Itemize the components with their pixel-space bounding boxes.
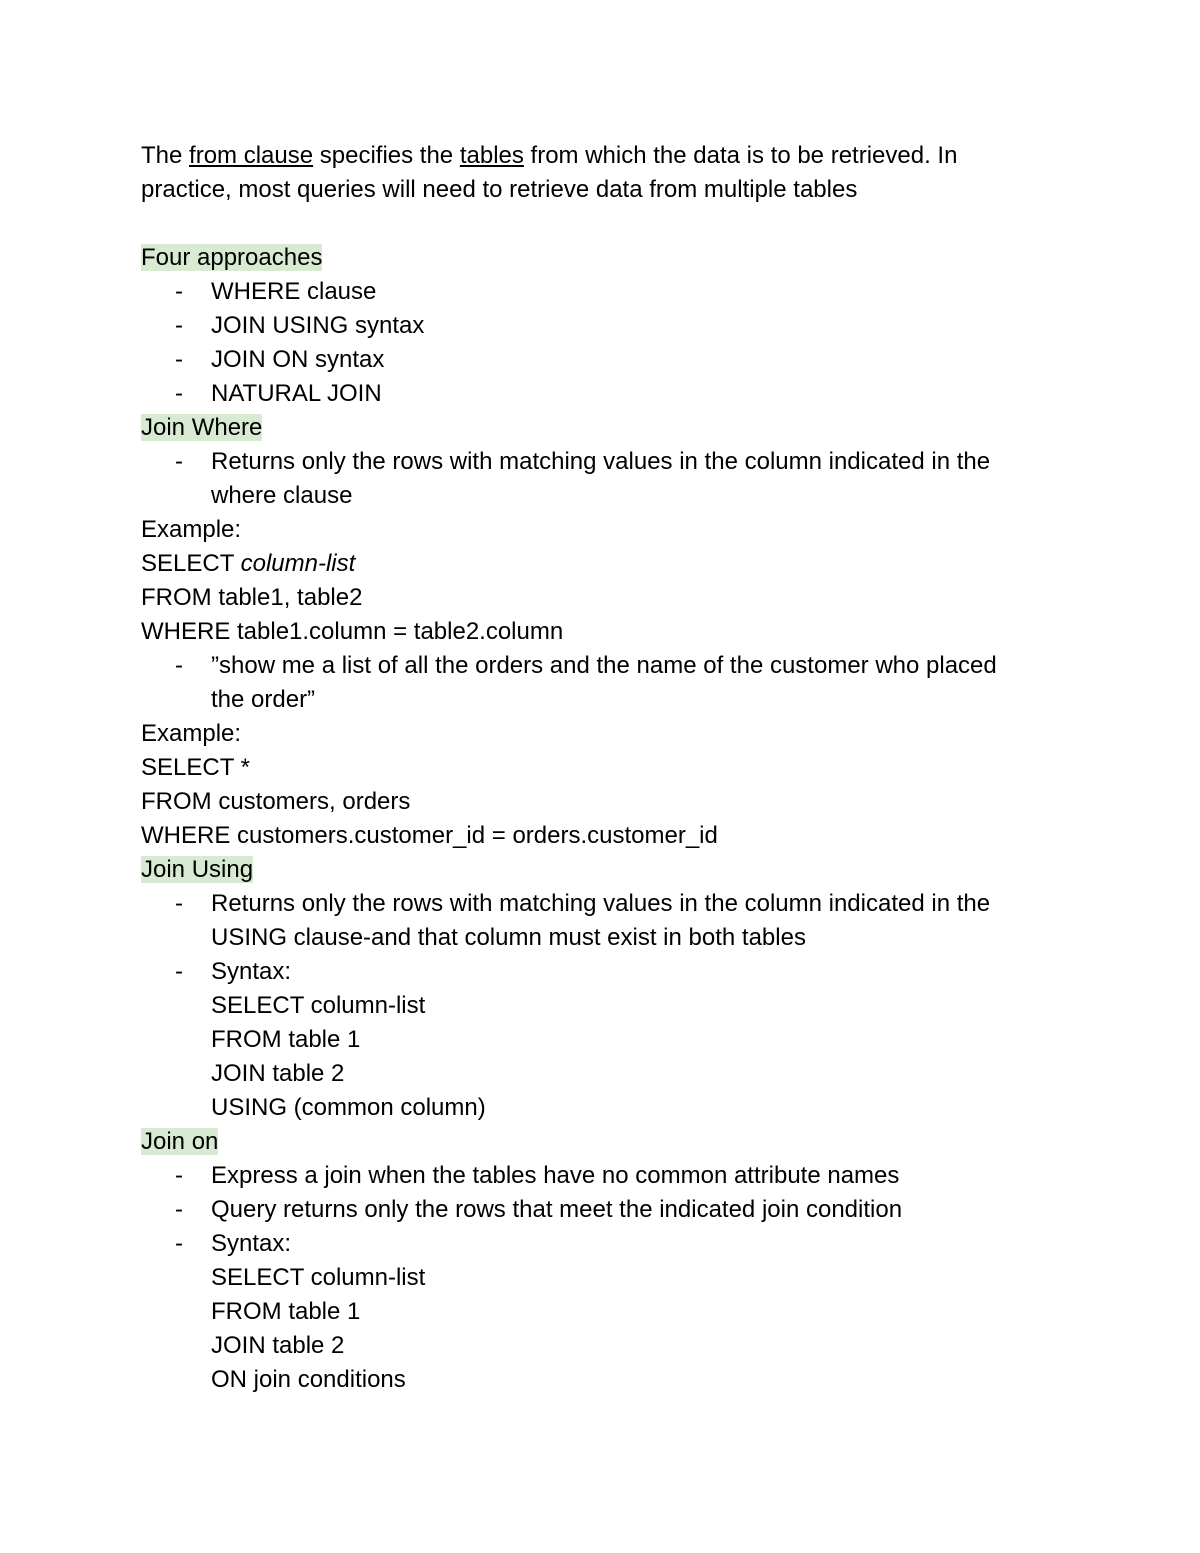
dash-bullet: - — [175, 1162, 183, 1189]
syntax-line: FROM table 1 — [211, 1298, 361, 1325]
list-item-text: JOIN ON syntax — [211, 346, 385, 373]
list-item-text: NATURAL JOIN — [211, 380, 382, 407]
example-label: Example: — [141, 720, 242, 747]
syntax-label: Syntax: — [211, 1230, 292, 1257]
intro-text: The — [141, 142, 190, 169]
list-item — [141, 887, 1061, 955]
dash-bullet: - — [175, 1230, 183, 1257]
dash-bullet: - — [175, 278, 183, 305]
list-item-text: the order” — [211, 686, 316, 713]
syntax-line: USING (common column) — [211, 1094, 486, 1121]
list-item-text: Returns only the rows with matching values in the column indicated in the — [211, 890, 991, 917]
from-clause-term: from clause — [189, 142, 314, 169]
list-item — [141, 377, 1061, 411]
heading-text: Four approaches — [141, 244, 323, 271]
dash-bullet: - — [175, 448, 183, 475]
list-item — [141, 275, 1061, 309]
dash-bullet: - — [175, 380, 183, 407]
list-item-text: Express a join when the tables have no common attribute names — [211, 1162, 900, 1189]
list-item — [141, 1159, 1061, 1193]
syntax-line: SELECT column-list — [211, 992, 426, 1019]
join-using-heading — [141, 853, 1061, 887]
code-select-line: SELECT * — [141, 754, 250, 781]
dash-bullet: - — [175, 346, 183, 373]
list-item-text: USING clause-and that column must exist in both tables — [211, 924, 806, 951]
code-from-line: FROM customers, orders — [141, 788, 411, 815]
intro-line-1 — [141, 139, 1061, 173]
syntax-line: JOIN table 2 — [211, 1060, 345, 1087]
list-item-text: where clause — [211, 482, 353, 509]
list-item-text: WHERE clause — [211, 278, 377, 305]
list-item — [141, 309, 1061, 343]
list-item — [141, 343, 1061, 377]
four-approaches-list — [141, 275, 1061, 411]
example-label: Example: — [141, 516, 242, 543]
syntax-line: ON join conditions — [211, 1366, 406, 1393]
syntax-line: FROM table 1 — [211, 1026, 361, 1053]
code-from-line: FROM table1, table2 — [141, 584, 363, 611]
code-placeholder: column-list — [240, 550, 356, 577]
heading-text: Join Where — [141, 414, 263, 441]
syntax-line: SELECT column-list — [211, 1264, 426, 1291]
list-item — [141, 955, 1061, 1125]
syntax-line: JOIN table 2 — [211, 1332, 345, 1359]
dash-bullet: - — [175, 890, 183, 917]
four-approaches-heading — [141, 241, 1061, 275]
join-on-heading — [141, 1125, 1061, 1159]
heading-text: Join on — [141, 1128, 219, 1155]
join-using-list — [141, 887, 1061, 1125]
intro-text: specifies the — [313, 142, 460, 169]
code-where-line: WHERE customers.customer_id = orders.customer_id — [141, 822, 718, 849]
list-item-text: JOIN USING syntax — [211, 312, 425, 339]
dash-bullet: - — [175, 1196, 183, 1223]
list-item-text: ”show me a list of all the orders and the name of the customer who placed — [211, 652, 997, 679]
dash-bullet: - — [175, 958, 183, 985]
heading-text: Join Using — [141, 856, 254, 883]
blank-line — [141, 207, 1061, 241]
join-where-quote-list — [141, 649, 1061, 717]
code-text: SELECT — [141, 550, 241, 577]
dash-bullet: - — [175, 652, 183, 679]
list-item-text: Query returns only the rows that meet the indicated join condition — [211, 1196, 903, 1223]
list-item-text: Returns only the rows with matching values in the column indicated in the — [211, 448, 991, 475]
join-on-list — [141, 1159, 1061, 1397]
code-where-line: WHERE table1.column = table2.column — [141, 618, 564, 645]
intro-line-2: practice, most queries will need to retrieve data from multiple tables — [141, 176, 858, 203]
code-select-line — [141, 547, 1061, 581]
dash-bullet: - — [175, 312, 183, 339]
list-item — [141, 1227, 1061, 1397]
list-item — [141, 1193, 1061, 1227]
syntax-label: Syntax: — [211, 958, 292, 985]
list-item — [141, 445, 1061, 513]
document-page — [141, 139, 1061, 1397]
join-where-list — [141, 445, 1061, 513]
tables-term: tables — [459, 142, 524, 169]
join-where-heading — [141, 411, 1061, 445]
list-item — [141, 649, 1061, 717]
intro-text: from which the data is to be retrieved. In — [523, 142, 958, 169]
